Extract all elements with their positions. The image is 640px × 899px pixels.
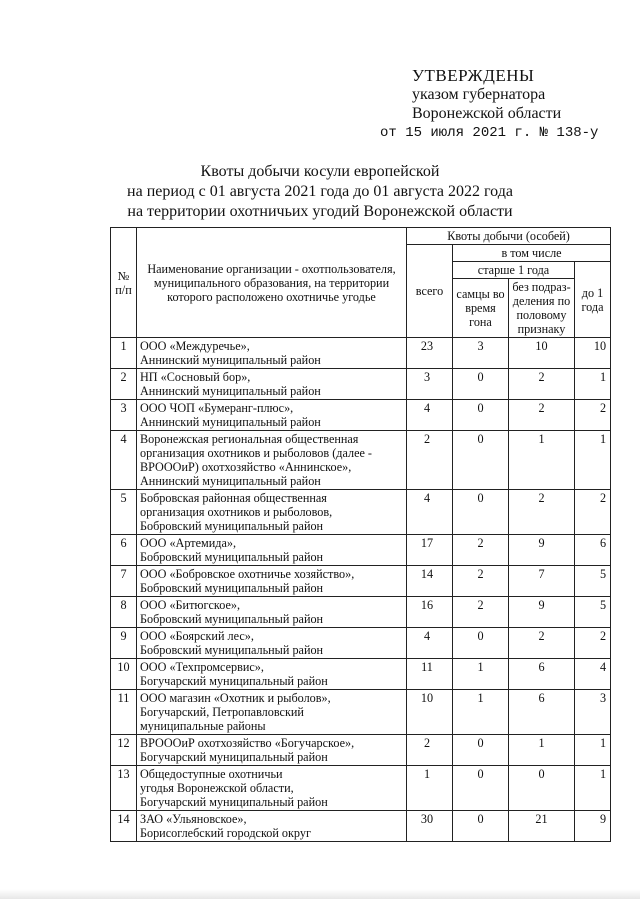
row-total: 30 — [407, 811, 453, 842]
organization-line: ВРОООиР охотхозяйство «Богучарское», — [140, 736, 355, 750]
row-young: 2 — [575, 628, 611, 659]
row-males: 2 — [453, 566, 509, 597]
row-number: 4 — [111, 431, 137, 490]
row-number: 5 — [111, 490, 137, 535]
organization-line: Бобровский муниципальный район — [140, 581, 324, 595]
organization-line: Аннинский муниципальный район — [140, 353, 321, 367]
row-males: 0 — [453, 431, 509, 490]
organization-line: Бобровский муниципальный район — [140, 612, 324, 626]
table-row — [111, 597, 611, 628]
table-body — [111, 338, 611, 842]
row-organization — [137, 597, 407, 628]
row-organization — [137, 690, 407, 735]
table-row — [111, 490, 611, 535]
row-young: 6 — [575, 535, 611, 566]
row-total: 17 — [407, 535, 453, 566]
row-nosex: 1 — [509, 431, 575, 490]
table-row — [111, 766, 611, 811]
table-row — [111, 659, 611, 690]
row-young: 1 — [575, 431, 611, 490]
row-young: 1 — [575, 766, 611, 811]
organization-line: Бобровская районная общественная — [140, 491, 327, 505]
row-males: 2 — [453, 535, 509, 566]
page-edge-shadow — [0, 889, 640, 899]
row-total: 3 — [407, 369, 453, 400]
row-organization — [137, 811, 407, 842]
row-young: 1 — [575, 735, 611, 766]
row-males: 1 — [453, 659, 509, 690]
organization-line: Аннинский муниципальный район — [140, 415, 321, 429]
row-nosex: 10 — [509, 338, 575, 369]
row-males: 0 — [453, 766, 509, 811]
header-older: старше 1 года — [453, 262, 575, 279]
row-males: 0 — [453, 628, 509, 659]
organization-line: ООО «Междуречье», — [140, 339, 250, 353]
row-organization — [137, 338, 407, 369]
organization-line: организация охотников и рыболовов (далее - — [140, 446, 372, 460]
row-total: 23 — [407, 338, 453, 369]
approval-line1: указом губернатора — [412, 86, 546, 103]
organization-line: ООО «Бобровское охотничье хозяйство», — [140, 567, 355, 581]
organization-line: ВРОООиР) охотхозяйство «Аннинское», — [140, 460, 352, 474]
header-num: № п/п — [111, 228, 137, 338]
row-nosex: 2 — [509, 369, 575, 400]
row-males: 0 — [453, 369, 509, 400]
row-young: 10 — [575, 338, 611, 369]
row-organization — [137, 431, 407, 490]
row-young: 3 — [575, 690, 611, 735]
row-organization — [137, 490, 407, 535]
organization-line: ООО «Артемида», — [140, 536, 237, 550]
row-organization — [137, 535, 407, 566]
organization-line: Бобровский муниципальный район — [140, 550, 324, 564]
organization-line: ООО ЧОП «Бумеранг-плюс», — [140, 401, 294, 415]
table-row — [111, 369, 611, 400]
row-organization — [137, 735, 407, 766]
row-nosex: 21 — [509, 811, 575, 842]
row-organization — [137, 659, 407, 690]
organization-line: Общедоступные охотничьи — [140, 767, 283, 781]
row-total: 14 — [407, 566, 453, 597]
row-total: 16 — [407, 597, 453, 628]
organization-line: угодья Воронежской области, — [140, 781, 294, 795]
organization-line: Аннинский муниципальный район — [140, 474, 321, 488]
row-total: 4 — [407, 400, 453, 431]
row-nosex: 2 — [509, 400, 575, 431]
row-total: 11 — [407, 659, 453, 690]
row-nosex: 6 — [509, 690, 575, 735]
header-total: всего — [407, 245, 453, 338]
approval-title: УТВЕРЖДЕНЫ — [412, 66, 535, 85]
row-number: 1 — [111, 338, 137, 369]
row-number: 3 — [111, 400, 137, 431]
organization-line: Богучарский, Петропавловский — [140, 705, 304, 719]
row-total: 2 — [407, 735, 453, 766]
row-number: 12 — [111, 735, 137, 766]
row-males: 0 — [453, 400, 509, 431]
row-males: 0 — [453, 490, 509, 535]
row-nosex: 7 — [509, 566, 575, 597]
row-number: 2 — [111, 369, 137, 400]
row-young: 2 — [575, 490, 611, 535]
row-nosex: 0 — [509, 766, 575, 811]
header-nosex: без подраз-деления по половому признаку — [509, 279, 575, 338]
row-nosex: 9 — [509, 535, 575, 566]
header-young: до 1 года — [575, 262, 611, 338]
row-nosex: 2 — [509, 490, 575, 535]
row-number: 11 — [111, 690, 137, 735]
table-row — [111, 690, 611, 735]
row-number: 10 — [111, 659, 137, 690]
table-row — [111, 628, 611, 659]
organization-line: ООО «Техпромсервис», — [140, 660, 264, 674]
table-row — [111, 566, 611, 597]
row-organization — [137, 400, 407, 431]
organization-line: Богучарский муниципальный район — [140, 795, 328, 809]
header-males: самцы во время гона — [453, 279, 509, 338]
row-total: 4 — [407, 490, 453, 535]
title-line1: Квоты добычи косули европейской — [200, 163, 440, 180]
organization-line: Богучарский муниципальный район — [140, 750, 328, 764]
organization-line: муниципальные районы — [140, 719, 266, 733]
approval-line3: от 15 июля 2021 г. № 138-у — [380, 125, 599, 141]
row-total: 10 — [407, 690, 453, 735]
title-line2: на период с 01 августа 2021 года до 01 августа 2022 года — [127, 183, 513, 200]
table-row — [111, 338, 611, 369]
row-young: 9 — [575, 811, 611, 842]
table-row — [111, 431, 611, 490]
row-number: 13 — [111, 766, 137, 811]
row-number: 6 — [111, 535, 137, 566]
title-line3: на территории охотничьих угодий Воронежской области — [127, 203, 513, 220]
table-header — [111, 228, 611, 338]
row-number: 8 — [111, 597, 137, 628]
row-nosex: 9 — [509, 597, 575, 628]
row-number: 7 — [111, 566, 137, 597]
row-number: 14 — [111, 811, 137, 842]
organization-line: ООО «Битюгское», — [140, 598, 240, 612]
row-males: 0 — [453, 735, 509, 766]
row-nosex: 2 — [509, 628, 575, 659]
quota-table — [110, 227, 611, 842]
organization-line: Бобровский муниципальный район — [140, 643, 324, 657]
row-organization — [137, 766, 407, 811]
row-organization — [137, 369, 407, 400]
row-young: 5 — [575, 597, 611, 628]
organization-line: Борисоглебский городской округ — [140, 826, 311, 840]
table-row — [111, 735, 611, 766]
row-young: 5 — [575, 566, 611, 597]
row-males: 0 — [453, 811, 509, 842]
organization-line: Богучарский муниципальный район — [140, 674, 328, 688]
row-total: 1 — [407, 766, 453, 811]
table-row — [111, 400, 611, 431]
row-total: 2 — [407, 431, 453, 490]
header-including: в том числе — [453, 245, 611, 262]
organization-line: организация охотников и рыболовов, — [140, 505, 333, 519]
organization-line: Воронежская региональная общественная — [140, 432, 359, 446]
header-quotas: Квоты добычи (особей) — [407, 228, 611, 245]
table-row — [111, 811, 611, 842]
organization-line: Бобровский муниципальный район — [140, 519, 324, 533]
row-number: 9 — [111, 628, 137, 659]
document-title — [0, 162, 640, 222]
organization-line: ООО магазин «Охотник и рыболов», — [140, 691, 331, 705]
row-organization — [137, 566, 407, 597]
row-young: 1 — [575, 369, 611, 400]
approval-line2: Воронежской области — [412, 105, 562, 122]
row-young: 4 — [575, 659, 611, 690]
row-males: 1 — [453, 690, 509, 735]
row-nosex: 1 — [509, 735, 575, 766]
table-row — [111, 535, 611, 566]
organization-line: ООО «Боярский лес», — [140, 629, 254, 643]
row-males: 2 — [453, 597, 509, 628]
organization-line: ЗАО «Ульяновское», — [140, 812, 247, 826]
row-total: 4 — [407, 628, 453, 659]
header-org: Наименование организации - охотпользователя, муниципального образования, на территории которого расположено охотничье угодье — [137, 228, 407, 338]
row-organization — [137, 628, 407, 659]
approval-block — [380, 66, 599, 143]
organization-line: НП «Сосновый бор», — [140, 370, 251, 384]
row-males: 3 — [453, 338, 509, 369]
row-nosex: 6 — [509, 659, 575, 690]
organization-line: Аннинский муниципальный район — [140, 384, 321, 398]
row-young: 2 — [575, 400, 611, 431]
